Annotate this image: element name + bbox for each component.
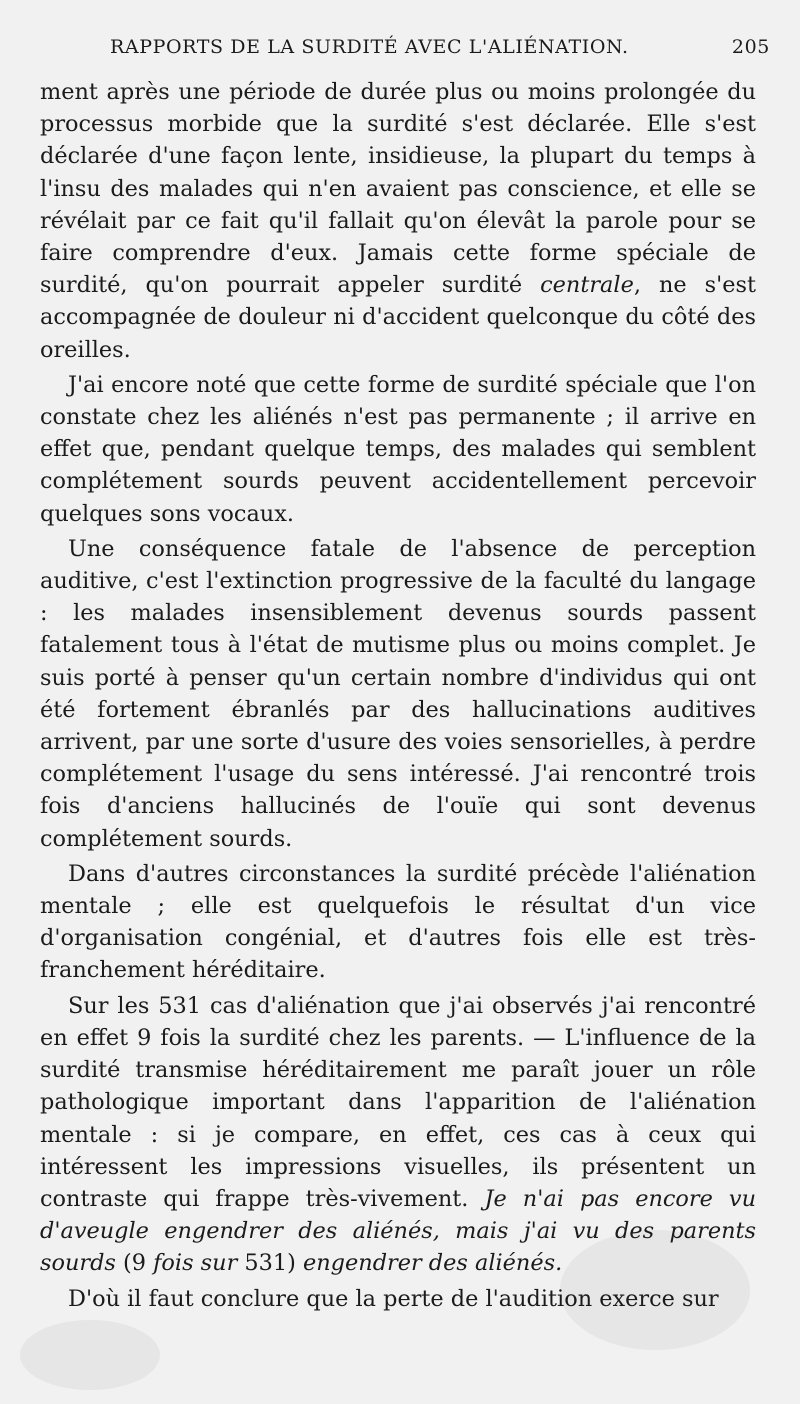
italic-text: Je n'ai pas encore vu d'aveugle engendrer des aliénés, mais j'ai vu des parents sourds (40, 1185, 756, 1277)
text-run: Dans d'autres circonstances la surdité précède l'aliénation mentale ; elle est quelquefois le résultat d'un vice d'organisation congénial, et d'autres fois elle est très-franchement héréditaire. (40, 860, 756, 984)
paragraph (40, 533, 756, 855)
text-run: D'où il faut conclure que la perte de l'audition exerce sur (68, 1285, 719, 1312)
paragraph (40, 76, 756, 366)
paragraph (40, 1283, 756, 1315)
italic-text: centrale (540, 272, 634, 299)
page-number: 205 (731, 36, 770, 58)
text-run: (9 (115, 1250, 154, 1277)
paragraph (40, 990, 756, 1280)
body-text (40, 76, 756, 1315)
paper-smudge (20, 1320, 160, 1390)
text-run: Sur les 531 cas d'aliénation que j'ai observés j'ai rencontré en effet 9 fois la surdité chez les parents. — L'influence de la surdité transmise héréditairement me paraît jouer un rôle pathologique important dans l'apparition de l'aliénation mentale : si je compare, en effet, ces cas à ceux qui intéressent les impressions visuelles, ils présentent un contraste qui frappe très-vivement. (40, 992, 756, 1212)
paragraph (40, 369, 756, 530)
italic-text: engendrer des aliénés. (303, 1250, 563, 1277)
text-run: J'ai encore noté que cette forme de surdité spéciale que l'on constate chez les aliénés n'est pas permanente ; il arrive en effet que, pendant quelque temps, des malades qui semblent complétement sourds peuvent accidentellement percevoir quelques sons vocaux. (40, 371, 756, 527)
text-run: Une conséquence fatale de l'absence de perception auditive, c'est l'extinction progressive de la faculté du langage : les malades insensiblement devenus sourds passent fatalement tous à l'état de mutisme plus ou moins complet. Je suis porté à penser qu'un certain nombre d'individus qui ont été fortement ébranlés par des hallucinations auditives arrivent, par une sorte d'usure des voies sensorielles, à perdre complétement l'usage du sens intéressé. J'ai rencontré trois fois d'anciens hallucinés de l'ouïe qui sont devenus complétement sourds. (40, 535, 756, 852)
text-run: 531) (237, 1250, 304, 1277)
italic-text: fois sur (153, 1250, 238, 1277)
text-run: ment après une période de durée plus ou moins prolongée du processus morbide que la surdité s'est déclarée. Elle s'est déclarée d'une façon lente, insidieuse, la plupart du temps à l'insu des malades qui n'en avaient pas conscience, et elle se révélait par ce fait qu'il fallait qu'on élevât la parole pour se faire comprendre d'eux. Jamais cette forme spéciale de surdité, qu'on pourrait appeler surdité (40, 79, 756, 299)
page-header (110, 36, 770, 66)
paragraph (40, 858, 756, 987)
text-run: , ne s'est accompagnée de douleur ni d'accident quelconque du côté des oreilles. (40, 272, 756, 363)
running-head: RAPPORTS DE LA SURDITÉ AVEC L'ALIÉNATION. (110, 36, 629, 58)
